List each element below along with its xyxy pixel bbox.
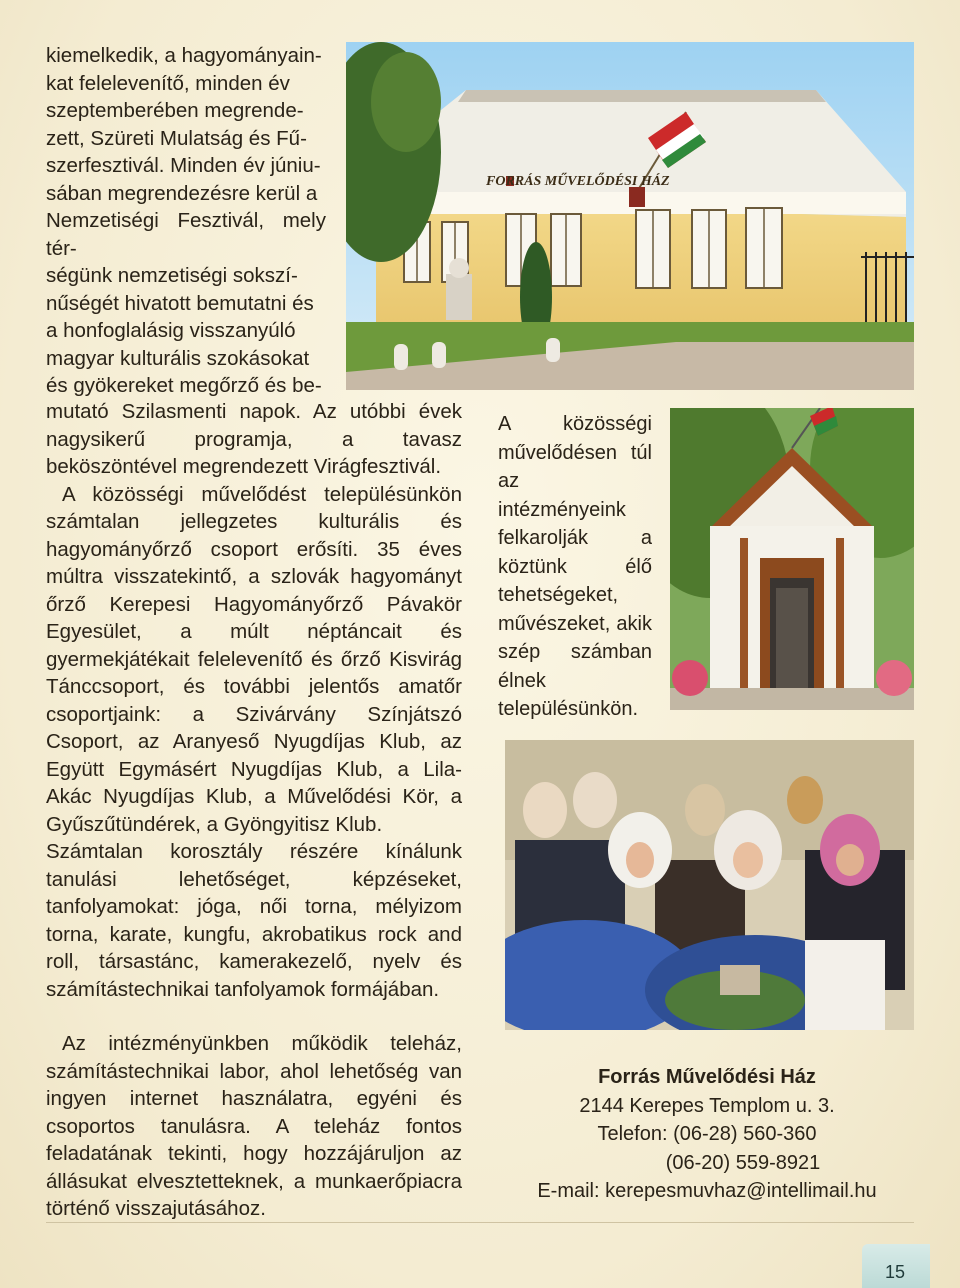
article-line: kiemelkedik, a hagyományain- <box>46 44 322 67</box>
page-number: 15 <box>884 1262 906 1282</box>
article-line: sában megrendezésre kerül a <box>46 181 318 205</box>
article-main-column <box>46 398 462 1003</box>
article-paragraph: mutató Szilasmenti napok. Az utóbbi évek nagysikerű programja, a tavasz beköszöntével megrendezett Virágfesztivál. <box>46 400 462 478</box>
article-line: nűségét hivatott bemutatni és <box>46 291 314 315</box>
article-line: a honfoglalásig visszanyúló <box>46 319 296 342</box>
building-sign: FORRÁS MŰVELŐDÉSI HÁZ <box>486 174 670 189</box>
article-paragraph: Az intézményünkben működik teleház, számítástechnikai labor, ahol lehetőség van ingyen internet használatra, egyéni és csoportos tanulásra. A teleház fontos feladatának tekinti, hogy hozzájáruljon az állásukat elvesztetteknek, a munkaerőpiacra történő visszajutásához. <box>46 1032 462 1220</box>
address: 2144 Kerepes Templom u. 3. <box>579 1094 835 1117</box>
folk-group-photo <box>505 740 914 1030</box>
article-line: és gyökereket megőrző és be- <box>46 374 322 397</box>
entrance-photo <box>670 408 914 710</box>
phone-primary: Telefon: (06-28) 560-360 <box>597 1123 817 1145</box>
article-paragraph: Számtalan korosztály részére kínálunk tanulási lehetőséget, képzéseket, tanfolyamokat: jóga, női torna, mélyizom torna, karate, kungfu, akrobatikus rock and roll, társastánc, kamerakezelő, nyelv és számítástechnikai tanfolyamok formájában. <box>46 840 462 1001</box>
article-paragraph: A közösségi művelődést településünkön számtalan jellegzetes kulturális és hagyományőrző csoport erősíti. 35 éves múltra visszatekintő, a szlovák hagyományt őrző Kerepesi Hagyományőrző Pávakör Egyesület, a múlt néptáncait és gyermekjátékait felelevenítő és őrző Kisvirág Tánccsoport, és további jelentős amatőr csoportjaink: a Szivárvány Színjátszó Csoport, az Aranyeső Nyugdíjas Klub, az Együtt Egymásért Nyugdíjas Klub, a Lila-Akác Nyugdíjas Klub, a Művelődési Kör, a Gyűszűtündérek, a Gyöngyitisz Klub. <box>46 482 462 836</box>
contact-info <box>500 1063 914 1206</box>
phone-secondary: (06-20) 559-8921 <box>665 1151 821 1174</box>
footer-divider <box>46 1222 914 1223</box>
article-line: Nemzetiségi Fesztivál, mely tér- <box>46 209 326 260</box>
article-line: kat felelevenítő, minden év <box>46 71 290 95</box>
article-line: szerfesztivál. Minden év júniu- <box>46 154 321 177</box>
sidebar-quote: A közösségi művelődésen túl az intézményeink felkarolják a köztünk élő tehetségeket, művészeket, akik szép számban élnek településünkön. <box>498 413 652 720</box>
email[interactable]: E-mail: kerepesmuvhaz@intellimail.hu <box>537 1180 877 1202</box>
article-line: ségünk nemzetiségi sokszí- <box>46 264 298 287</box>
article-top-column <box>46 42 326 400</box>
article-line: szeptemberében megrende- <box>46 99 304 122</box>
article-line: magyar kulturális szokásokat <box>46 346 310 370</box>
institution-name: Forrás Művelődési Ház <box>598 1066 816 1088</box>
article-line: zett, Szüreti Mulatság és Fű- <box>46 126 307 150</box>
article-bottom-column <box>46 1030 462 1223</box>
building-photo <box>346 42 914 390</box>
